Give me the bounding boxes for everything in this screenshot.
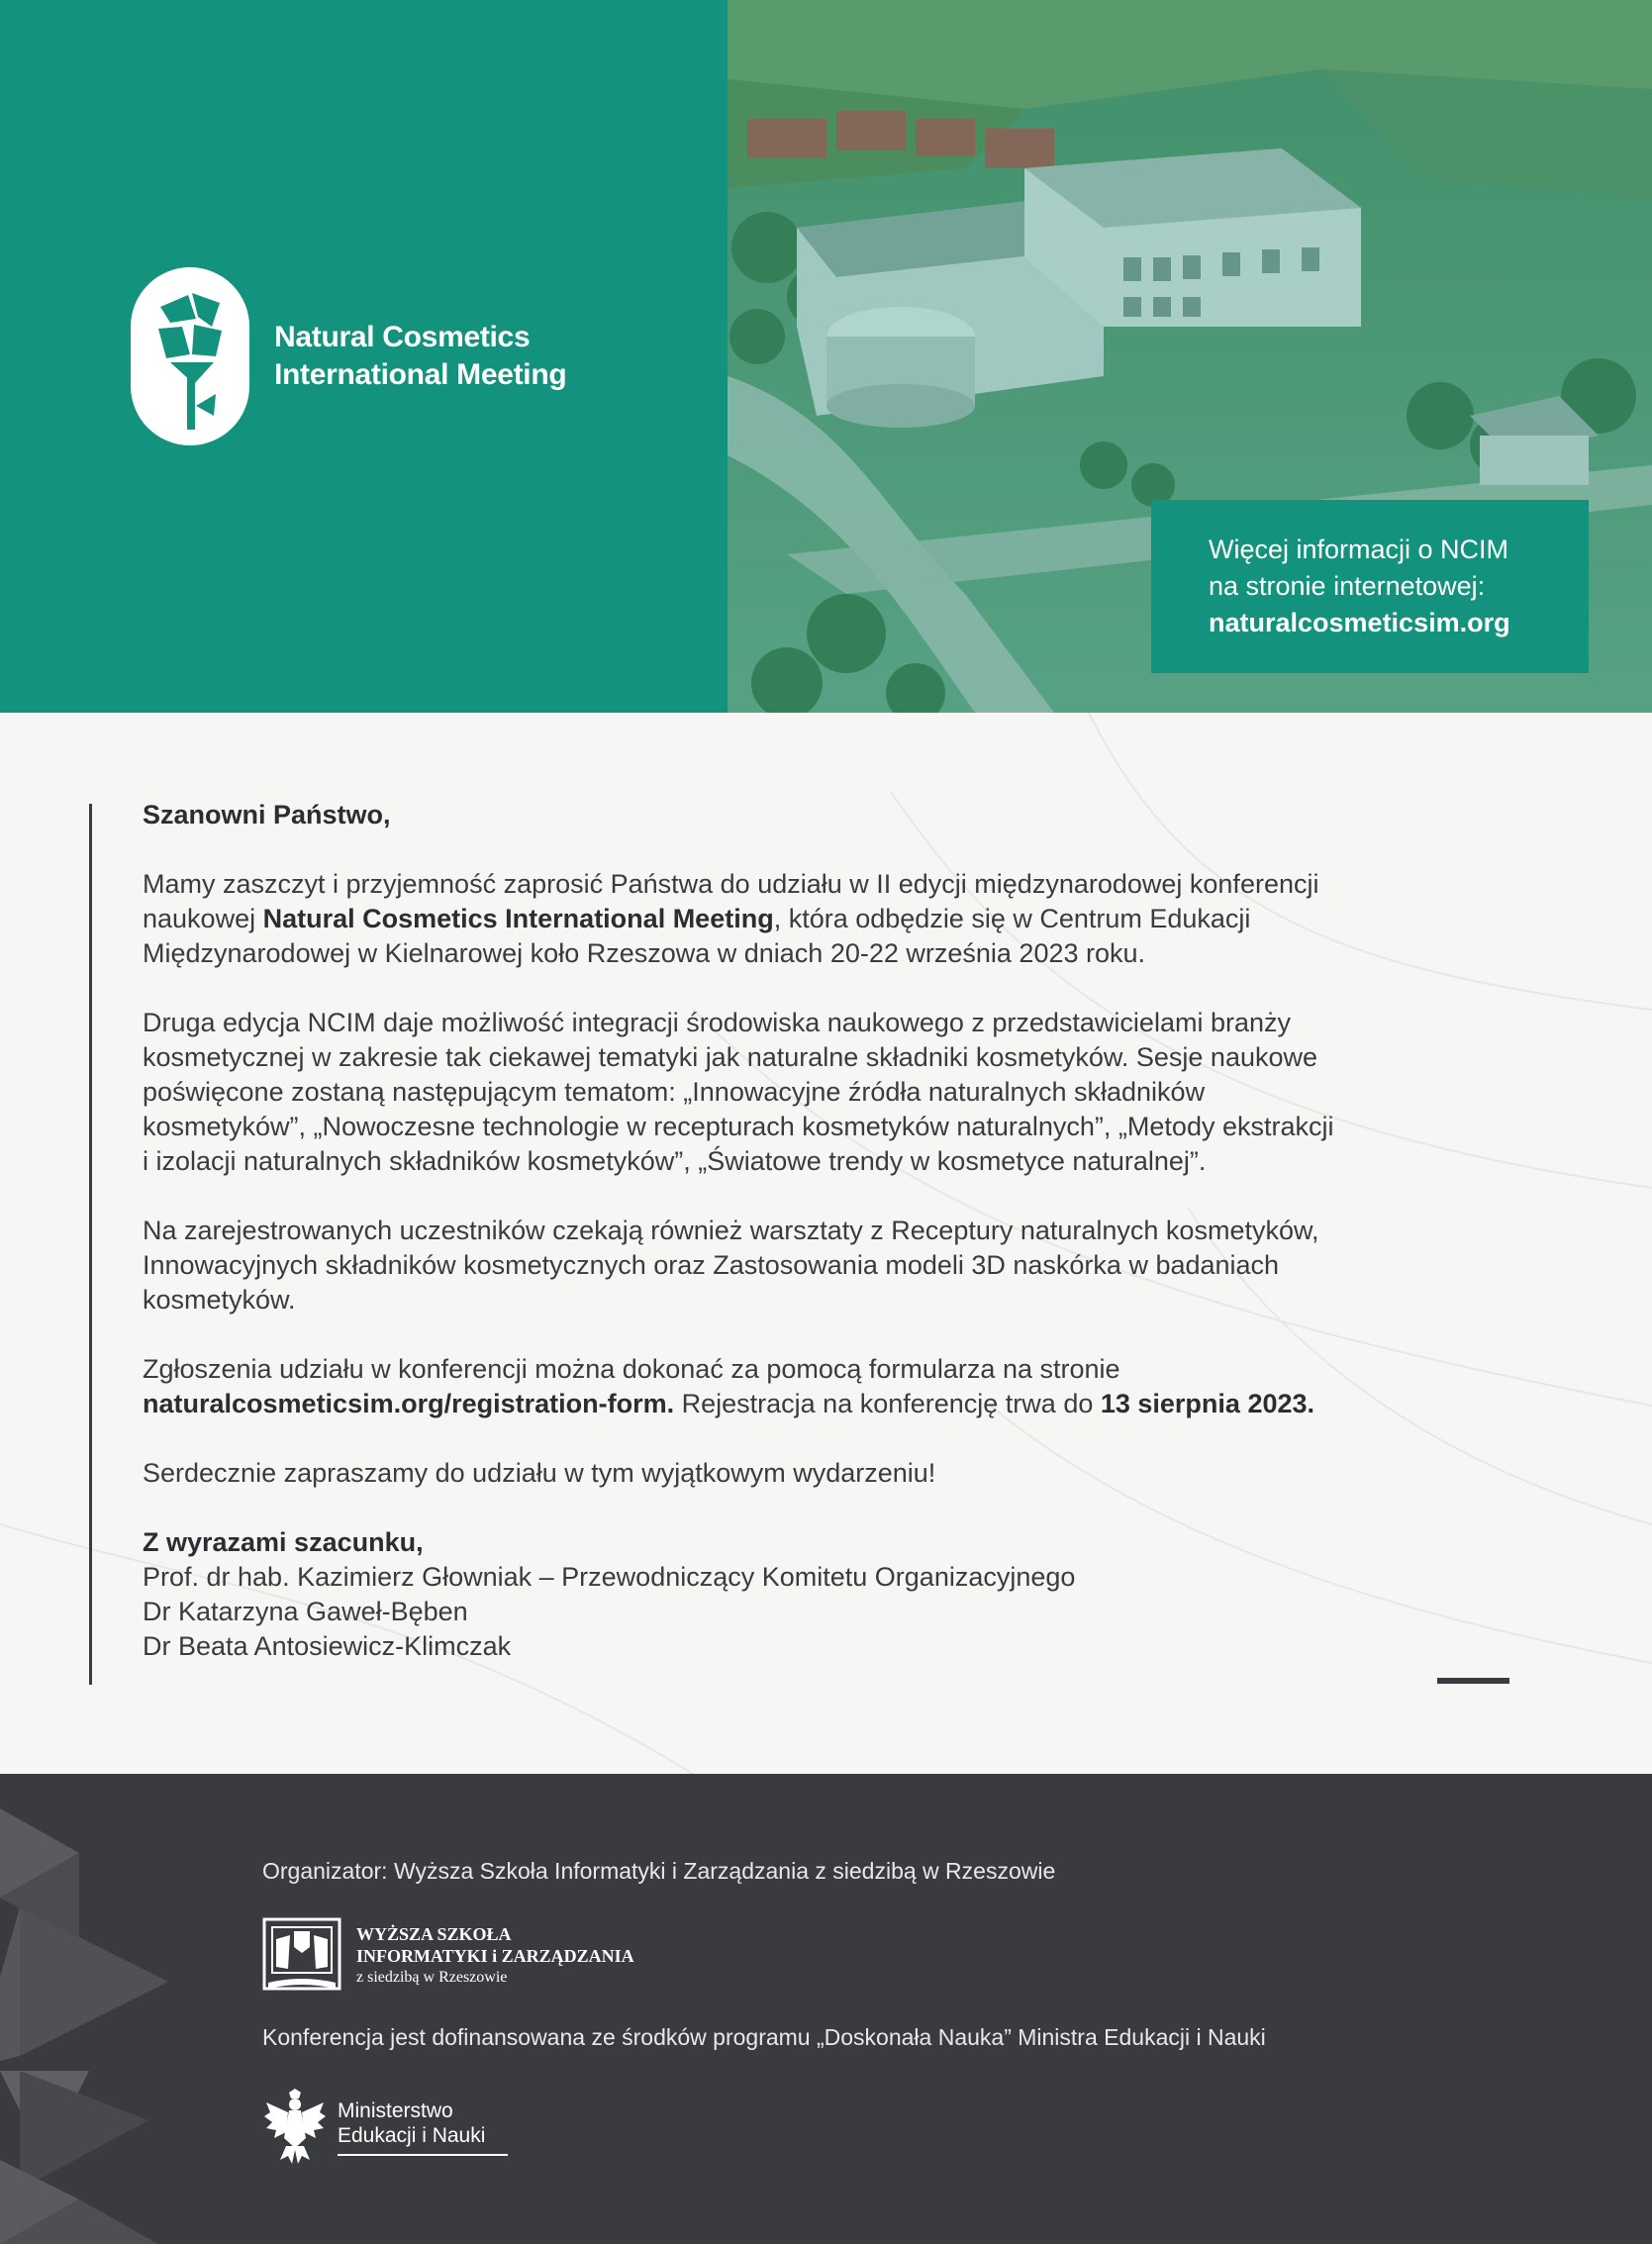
polish-eagle-icon	[262, 2089, 328, 2166]
p4-line-2-mid: Rejestracja na konferencję trwa do	[674, 1389, 1101, 1418]
wsiz-line-1: WYŻSZA SZKOŁA	[356, 1924, 512, 1944]
info-line-2: na stronie internetowej:	[1209, 571, 1486, 601]
signature-block	[143, 1525, 1518, 1664]
signatory: Prof. dr hab. Kazimierz Głowniak – Przewodniczący Komitetu Organizacyjnego	[143, 1562, 1076, 1592]
paragraph-closing-invite: Serdecznie zapraszamy do udziału w tym wyjątkowym wydarzeniu!	[143, 1458, 936, 1488]
p4-line-2	[143, 1387, 1518, 1421]
footer	[0, 1774, 1652, 2244]
funding-text: Konferencja jest dofinansowana ze środków programu „Doskonała Nauka” Ministra Edukacji i Nauki	[262, 2024, 1266, 2050]
salutation: Szanowni Państwo,	[143, 800, 391, 829]
logo-wordmark	[274, 319, 566, 394]
info-line-1: Więcej informacji o NCIM	[1209, 535, 1509, 564]
invitation-letter	[143, 798, 1518, 1664]
p1-line-1: Mamy zaszczyt i przyjemność zaprosić Państwa do udziału w II edycji międzynarodowej konferencji	[143, 869, 1319, 899]
p2-line: i izolacji naturalnych składników kosmetyków”, „Światowe trendy w kosmetyce naturalnej”.	[143, 1146, 1207, 1176]
p3-line: kosmetyków.	[143, 1285, 296, 1315]
conference-name: Natural Cosmetics International Meeting	[262, 904, 774, 933]
signatory: Dr Beata Antosiewicz-Klimczak	[143, 1631, 512, 1661]
ministry-line-2: Edukacji i Nauki	[338, 2124, 486, 2147]
paragraph-workshops	[143, 1214, 1518, 1317]
paragraph-registration	[143, 1352, 1518, 1421]
ministry-logo	[262, 2089, 520, 2170]
website-info-box	[1151, 500, 1589, 673]
paragraph-invitation	[143, 867, 1518, 971]
p4-line-1: Zgłoszenia udziału w konferencji można dokonać za pomocą formularza na stronie	[143, 1354, 1120, 1384]
p3-line: Na zarejestrowanych uczestników czekają również warsztaty z Receptury naturalnych kosmetyków,	[143, 1216, 1319, 1245]
wsiz-crest-icon	[262, 1917, 341, 1997]
logo-line-2: International Meeting	[274, 358, 567, 391]
logo-line-1: Natural Cosmetics	[274, 321, 531, 353]
registration-deadline: 13 sierpnia 2023.	[1100, 1389, 1315, 1418]
closing-phrase: Z wyrazami szacunku,	[143, 1527, 424, 1557]
ministry-name	[338, 2098, 485, 2148]
letter-end-mark	[1437, 1678, 1509, 1684]
registration-form-link[interactable]: naturalcosmeticsim.org/registration-form.	[143, 1389, 675, 1418]
p2-line: kosmetycznej w zakresie tak ciekawej tematyki jak naturalne składniki kosmetyków. Sesje naukowe	[143, 1042, 1318, 1072]
p1-line-3: Międzynarodowej w Kielnarowej koło Rzeszowa w dniach 20-22 września 2023 roku.	[143, 938, 1146, 968]
wsiz-line-3: z siedzibą w Rzeszowie	[356, 1969, 508, 1986]
wsiz-logo	[262, 1917, 658, 1997]
triangle-pattern-icon	[0, 1774, 198, 2244]
organizer-text: Organizator: Wyższa Szkoła Informatyki i Zarządzania z siedzibą w Rzeszowie	[262, 1858, 1056, 1884]
ministry-line-1: Ministerstwo	[338, 2099, 453, 2122]
p2-line: Druga edycja NCIM daje możliwość integracji środowiska naukowego z przedstawicielami branży	[143, 1008, 1291, 1037]
p3-line: Innowacyjnych składników kosmetycznych oraz Zastosowania modeli 3D naskórka w badaniach	[143, 1250, 1280, 1280]
header-banner	[0, 0, 1652, 713]
signatory: Dr Katarzyna Gaweł-Bęben	[143, 1597, 468, 1626]
paragraph-topics	[143, 1006, 1518, 1179]
wsiz-name	[356, 1923, 634, 1989]
p2-line: kosmetyków”, „Nowoczesne technologie w recepturach kosmetyków naturalnych”, „Metody ekstrakcji	[143, 1112, 1334, 1141]
header-brand-panel	[0, 0, 728, 713]
p1-line-2-post: , która odbędzie się w Centrum Edukacji	[773, 904, 1251, 933]
rose-logo-icon	[131, 267, 249, 445]
p1-line-2	[143, 902, 1518, 936]
letter-left-rule	[89, 804, 92, 1685]
website-link[interactable]: naturalcosmeticsim.org	[1209, 608, 1510, 637]
ministry-underline	[338, 2154, 508, 2156]
p1-line-2-pre: naukowej	[143, 904, 263, 933]
p2-line: poświęcone zostaną następującym tematom: „Innowacyjne źródła naturalnych składników	[143, 1077, 1206, 1107]
wsiz-line-2: INFORMATYKI i ZARZĄDZANIA	[356, 1946, 634, 1966]
